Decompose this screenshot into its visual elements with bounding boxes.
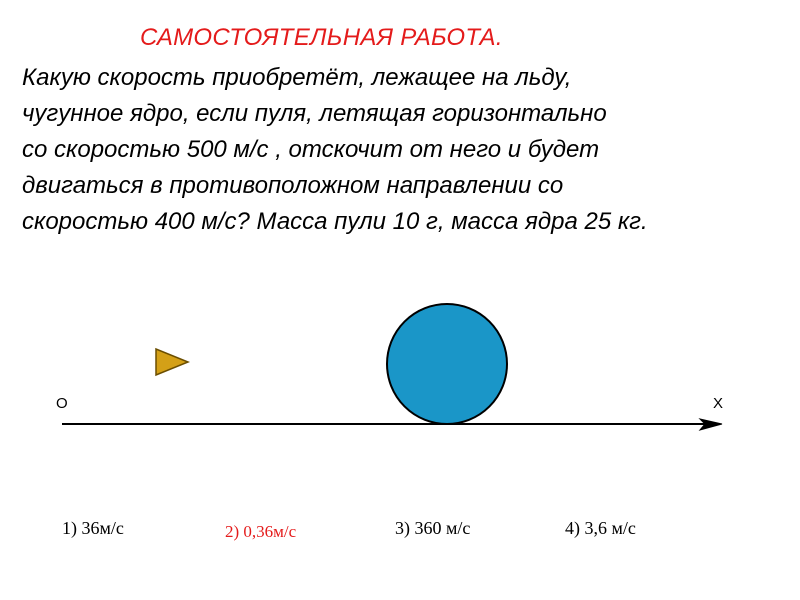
problem-line: скоростью 400 м/с? Масса пули 10 г, масса ядра 25 кг. (22, 208, 648, 235)
origin-label: O (56, 395, 68, 412)
page-title: САМОСТОЯТЕЛЬНАЯ РАБОТА. (140, 24, 503, 51)
problem-line: Какую скорость приобретёт, лежащее на льду, (22, 64, 572, 91)
answer-option-2[interactable]: 2) 0,36м/с (225, 522, 297, 541)
answer-option-1[interactable]: 1) 36м/с (62, 518, 124, 538)
bullet-icon (156, 349, 188, 375)
problem-line: чугунное ядро, если пуля, летящая горизонтально (22, 100, 607, 127)
problem-line: двигаться в противоположном направлении со (22, 172, 564, 199)
cannonball (387, 304, 507, 424)
answer-option-3[interactable]: 3) 360 м/с (395, 518, 471, 538)
answer-option-4[interactable]: 4) 3,6 м/с (565, 518, 636, 538)
x-axis-label: X (713, 395, 724, 412)
problem-line: со скоростью 500 м/с , отскочит от него и будет (22, 136, 600, 163)
